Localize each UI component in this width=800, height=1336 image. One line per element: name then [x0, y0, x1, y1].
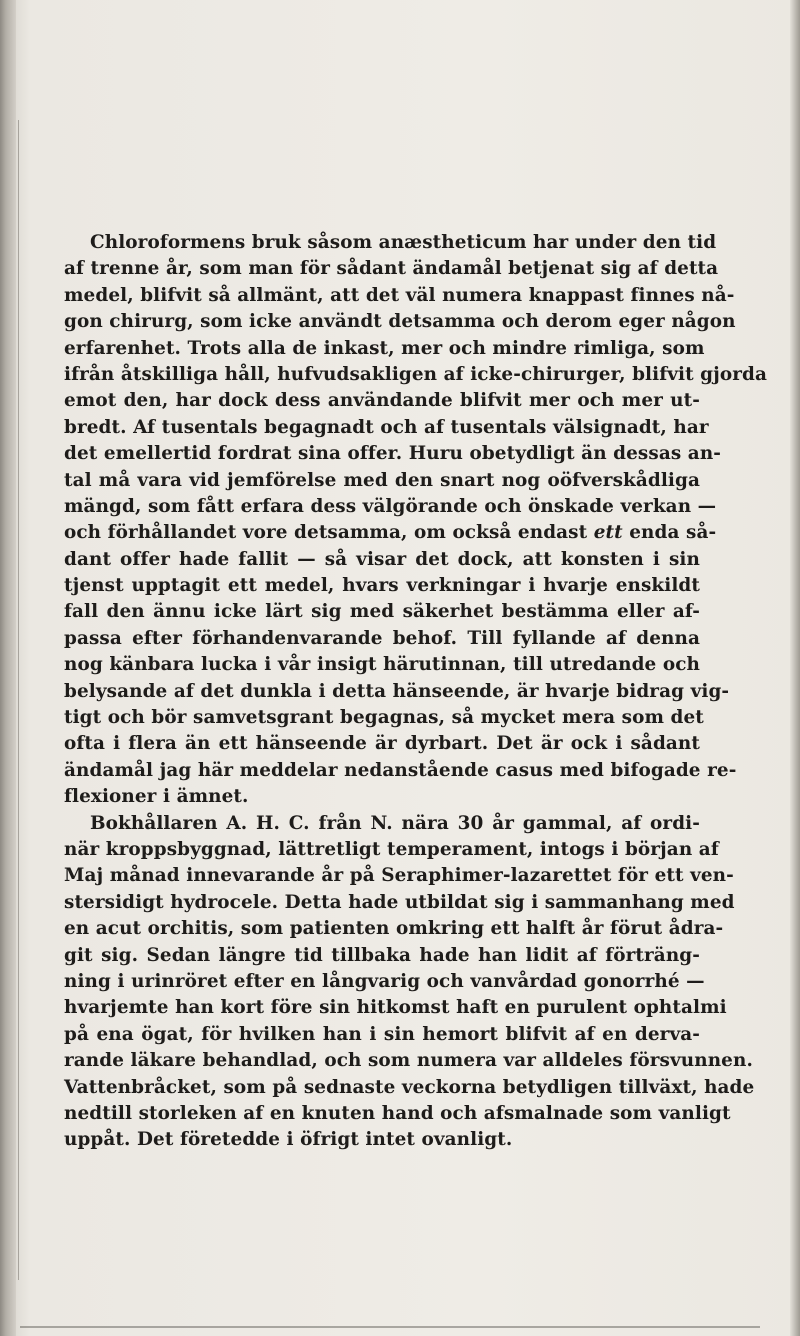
- text-line: flexioner i ämnet.: [64, 786, 249, 808]
- text-segment: och förhållandet vore detsamma, om också endast: [64, 522, 594, 544]
- text-line: ifrån åtskilliga håll, hufvudsakligen af icke-chirurger, blifvit gjorda: [64, 363, 768, 385]
- text-line: stersidigt hydrocele. Detta hade utbildat sig i sammanhang med: [64, 891, 735, 913]
- gutter-line: [18, 120, 19, 1280]
- binding-gutter: [0, 0, 16, 1336]
- text-line: Vattenbråcket, som på sednaste veckorna betydligen tillväxt, hade: [64, 1076, 755, 1098]
- text-line: fall den ännu icke lärt sig med säkerhet bestämma eller af-: [64, 601, 700, 623]
- text-line: Maj månad innevarande år på Seraphimer-lazarettet för ett ven-: [64, 865, 734, 887]
- body-text: [64, 230, 768, 1154]
- text-line: Chloroformens bruk såsom anæstheticum har under den tid: [90, 232, 717, 253]
- text-line: tjenst upptagit ett medel, hvars verkningar i hvarje enskildt: [64, 575, 700, 597]
- text-line: Bokhållaren A. H. C. från N. nära 30 år gammal, af ordi-: [90, 812, 700, 834]
- text-line: en acut orchitis, som patienten omkring ett halft år förut ådra-: [64, 918, 724, 940]
- text-line: gon chirurg, som icke användt detsamma och derom eger någon: [64, 311, 736, 333]
- text-line: tigt och bör samvetsgrant begagnas, så mycket mera som det: [64, 707, 704, 729]
- text-line: när kroppsbyggnad, lättretligt temperament, intogs i början af: [64, 838, 719, 860]
- text-line: af trenne år, som man för sådant ändamål betjenat sig af detta: [64, 258, 719, 280]
- text-line: på ena ögat, för hvilken han i sin hemort blifvit af en derva-: [64, 1023, 700, 1045]
- text-line: passa efter förhandenvarande behof. Till fyllande af denna: [64, 627, 700, 649]
- italic-word: ett: [593, 522, 623, 544]
- text-line: git sig. Sedan längre tid tillbaka hade han lidit af förträng-: [64, 944, 700, 966]
- text-line: dant offer hade fallit — så visar det dock, att konsten i sin: [64, 548, 700, 570]
- bottom-edge-line: [20, 1326, 760, 1328]
- text-line: ning i urinröret efter en långvarig och vanvårdad gonorrhé —: [64, 970, 705, 992]
- page-right-edge: [790, 0, 800, 1336]
- text-line: det emellertid fordrat sina offer. Huru obetydligt än dessas an-: [64, 443, 722, 465]
- text-segment: enda så-: [622, 522, 717, 544]
- text-line: medel, blifvit så allmänt, att det väl numera knappast finnes nå-: [64, 284, 735, 306]
- text-line: nedtill storleken af en knuten hand och afsmalnade som vanligt: [64, 1102, 731, 1124]
- text-line: ändamål jag här meddelar nedanstående casus med bifogade re-: [64, 759, 737, 781]
- text-line: mängd, som fått erfara dess välgörande och önskade verkan —: [64, 495, 717, 517]
- text-line: tal må vara vid jemförelse med den snart nog oöfverskådliga: [64, 469, 700, 491]
- text-line: rande läkare behandlad, och som numera var alldeles försvunnen.: [64, 1050, 753, 1072]
- text-line: ofta i flera än ett hänseende är dyrbart. Det är ock i sådant: [64, 733, 700, 755]
- text-line-with-italic: [64, 520, 717, 546]
- text-line: erfarenhet. Trots alla de inkast, mer och mindre rimliga, som: [64, 337, 705, 359]
- text-line: nog känbara lucka i vår insigt härutinnan, till utredande och: [64, 654, 700, 676]
- text-line: emot den, har dock dess användande blifvit mer och mer ut-: [64, 390, 700, 412]
- text-line: uppåt. Det företedde i öfrigt intet ovanligt.: [64, 1129, 513, 1151]
- text-line: hvarjemte han kort före sin hitkomst haft en purulent ophtalmi: [64, 997, 727, 1019]
- text-line: bredt. Af tusentals begagnadt och af tusentals välsignadt, har: [64, 416, 709, 438]
- text-line: belysande af det dunkla i detta hänseende, är hvarje bidrag vig-: [64, 680, 730, 702]
